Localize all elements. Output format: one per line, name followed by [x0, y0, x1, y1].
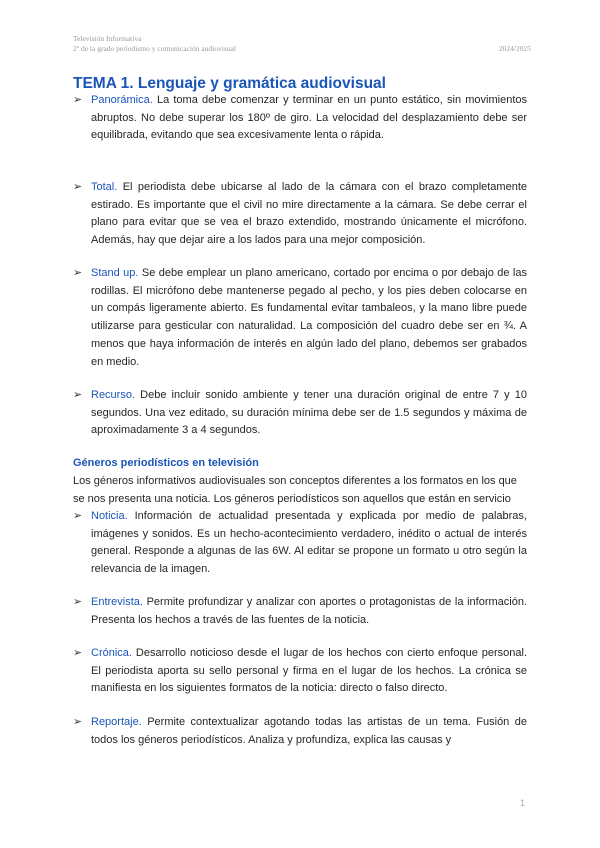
list-item-entrevista	[73, 594, 527, 629]
definition: Permite contextualizar agotando todas las artistas de un tema. Fusión de todos los géneros periodísticos. Analiza y profundiza, explica las causas y	[91, 716, 527, 746]
page-number: 1	[520, 798, 526, 808]
definition: Desarrollo noticioso desde el lugar de los hechos con cierto enfoque personal. El periodista aporta su sello personal y firma en el lugar de los hechos. La crónica se manifiesta en los siguientes formatos de la noticia: directo o falso directo.	[91, 647, 527, 695]
list-item-cronica	[73, 645, 527, 698]
header-course: Televisión Informativa	[73, 34, 142, 43]
term: Recurso.	[91, 389, 136, 401]
list-item-total	[73, 179, 527, 250]
term: Noticia.	[91, 510, 128, 522]
definition: El periodista debe ubicarse al lado de la cámara con el brazo completamente estirado. Es importante que el civil no mire directamente a la cámara. Se debe cerrar el plano para evitar que se vea el brazo extendido, mostrando únicamente el micrófono. Además, hay que dejar aire a los lados para una mejor composición.	[91, 181, 527, 247]
list-item-noticia	[73, 508, 527, 579]
arrow-bullet-icon: ➢	[73, 596, 83, 608]
intro-paragraph: Los géneros informativos audiovisuales son conceptos diferentes a los formatos en los que se nos presenta una noticia. Los géneros periodísticos son aquellos que están en servicio	[73, 475, 517, 505]
term: Panorámica.	[91, 94, 153, 106]
term: Reportaje.	[91, 716, 142, 728]
list-item-stand-up	[73, 265, 527, 371]
arrow-bullet-icon: ➢	[73, 94, 83, 106]
page-header	[73, 34, 531, 53]
page-title: TEMA 1. Lenguaje y gramática audiovisual	[73, 75, 386, 92]
definition: Debe incluir sonido ambiente y tener una duración original de entre 7 y 10 segundos. Una vez editado, su duración mínima debe ser de 1.5 segundos y máxima de aproximadamente 3 a 4 segundos.	[91, 389, 527, 437]
arrow-bullet-icon: ➢	[73, 510, 83, 522]
arrow-bullet-icon: ➢	[73, 267, 83, 279]
section-heading: Géneros periodísticos en televisión	[73, 457, 259, 469]
definition: Se debe emplear un plano americano, cortado por encima o por debajo de las rodillas. El micrófono debe mantenerse pegado al pecho, y los pies deben colocarse en un compás ligeramente abierto. Es fundamental evitar tambaleos, y la mano libre puede utilizarse para gesticular con naturalidad. La composición del cuadro debe ser en ¾. A menos que haya información de interés en algún lado del plano, debemos ser grabados en medio.	[91, 267, 527, 368]
definition: Información de actualidad presentada y explicada por medio de palabras, imágenes y sonidos. Es un hecho-acontecimiento verdadero, inédito o actual de interés general. Responde a algunas de las 6W. Al editar se propone un formato u otro según la relevancia de la imagen.	[91, 510, 527, 576]
arrow-bullet-icon: ➢	[73, 181, 83, 193]
list-item-panoramica	[73, 92, 527, 145]
arrow-bullet-icon: ➢	[73, 647, 83, 659]
header-year: 2024/2025	[498, 43, 531, 53]
arrow-bullet-icon: ➢	[73, 389, 83, 401]
term: Entrevista.	[91, 596, 143, 608]
term: Stand up.	[91, 267, 139, 279]
list-item-recurso	[73, 387, 527, 440]
list-item-reportaje	[73, 714, 527, 749]
term: Total.	[91, 181, 118, 193]
definition: La toma debe comenzar y terminar en un punto estático, sin movimientos abruptos. No debe superar los 180º de giro. La velocidad del desplazamiento debe ser equilibrada, evitando que sea excesivamente lenta o rápida.	[91, 94, 527, 142]
header-degree: 2º de la grado periodismo y comunicación audiovisual	[73, 43, 236, 53]
definition: Permite profundizar y analizar con aportes o protagonistas de la información. Presenta los hechos a través de las fuentes de la noticia.	[91, 596, 527, 626]
arrow-bullet-icon: ➢	[73, 716, 83, 728]
term: Crónica.	[91, 647, 132, 659]
